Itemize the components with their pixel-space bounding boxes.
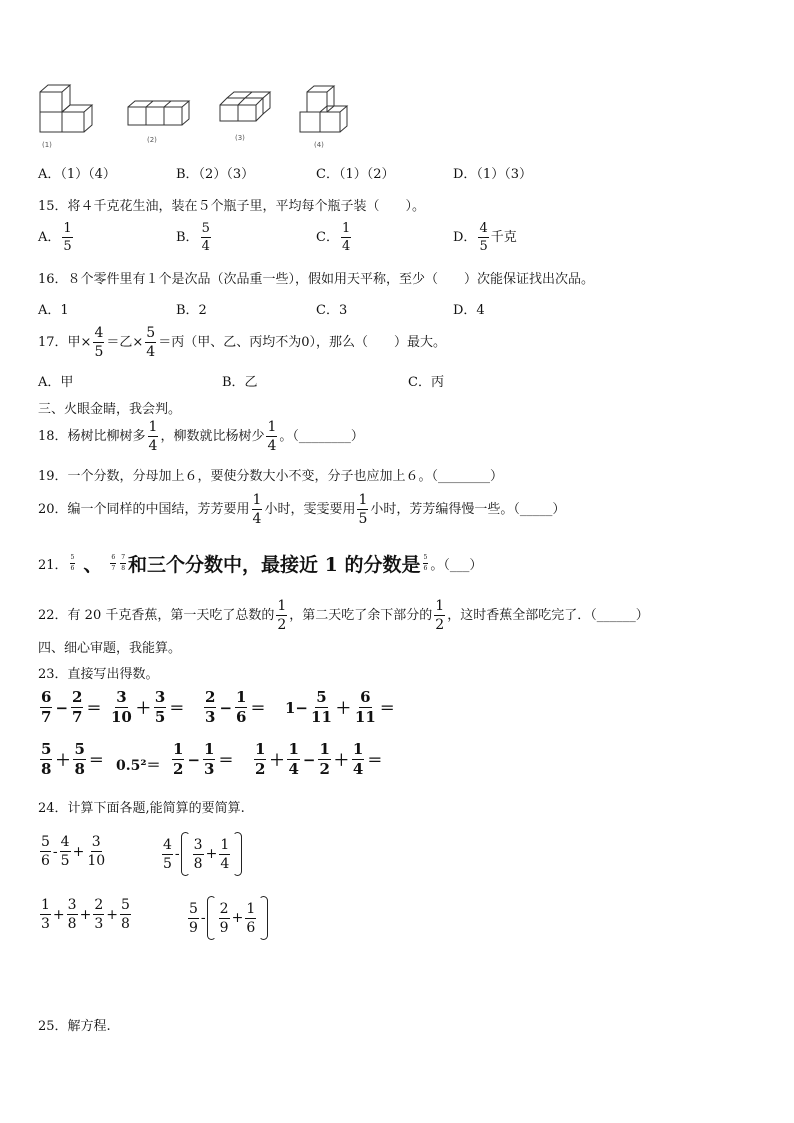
q23-expr-1: $\frac{6}{7}$ − $\frac{2}{7}$ ＝ (41, 688, 102, 726)
q21-fraction-3: $\frac{7}{8}$ (121, 554, 126, 572)
q15-b-fraction: $\frac{5}{4}$ (201, 221, 210, 254)
q16-option-d[interactable]: D．4 (453, 303, 485, 318)
q20-fraction-2: $\frac{1}{5}$ (358, 492, 368, 527)
q24-expr-4: $\frac{5}{9}$ - $\frac{2}{9}$ + $\frac{1}{6}$ (186, 896, 269, 940)
q23-expr-3: $\frac{2}{3}$ − $\frac{1}{6}$ ＝ (205, 688, 266, 726)
q14-option-b[interactable]: B．（2）（3） (176, 167, 255, 182)
q14-option-a[interactable]: A．（1）（4） (38, 167, 116, 182)
q16-text: 16．８个零件里有１个是次品（次品重一些），假如用天平称，至少（ ）次能保证找出次品。 (38, 272, 595, 287)
cube-figure-4 (300, 86, 347, 132)
cube-figures (30, 82, 360, 152)
left-paren (181, 832, 190, 876)
figure-label-4: (4) (314, 141, 324, 149)
q21-fraction-4: $\frac{5}{6}$ (423, 554, 428, 572)
q17-fraction-2: $\frac{5}{4}$ (146, 325, 156, 360)
q23-expr-5: $\frac{5}{8}$ ＋ $\frac{5}{8}$ ＝ (41, 740, 104, 778)
cube-figure-2 (128, 101, 189, 125)
q23-expr-4: 1− $\frac{5}{11}$ ＋ $\frac{6}{11}$ ＝ (285, 688, 395, 726)
q16-option-b[interactable]: B．2 (176, 303, 207, 318)
q23-title: 23．直接写出得数。 (38, 667, 159, 682)
q17-fraction-1: $\frac{4}{5}$ (94, 325, 104, 360)
q22-fraction-2: $\frac{1}{2}$ (435, 598, 445, 633)
q16-option-a[interactable]: A．1 (38, 303, 69, 318)
q15-d-fraction: $\frac{4}{5}$ (479, 221, 488, 254)
q18-fraction-2: $\frac{1}{4}$ (267, 419, 277, 454)
q17-option-b[interactable]: B．乙 (222, 375, 258, 390)
q15-option-d[interactable] (453, 222, 517, 253)
q15-text: 15．将４千克花生油，装在５个瓶子里，平均每个瓶子装（ ）。 (38, 199, 426, 214)
q24-expr-2: $\frac{4}{5}$ - $\frac{3}{8}$ + $\frac{1}{4}$ (160, 832, 243, 876)
q15-option-b[interactable] (176, 222, 213, 253)
q23-expr-8: $\frac{1}{2}$ ＋ $\frac{1}{4}$ − $\frac{1}{2}$ ＋ $\frac{1}{4}$ ＝ (255, 740, 383, 778)
q23-expr-7: $\frac{1}{2}$ − $\frac{1}{3}$ ＝ (173, 740, 234, 778)
q24-title: 24．计算下面各题,能简算的要简算. (38, 801, 245, 816)
right-paren (233, 832, 242, 876)
q17-option-a[interactable]: A．甲 (38, 375, 74, 390)
q15-c-label: C． (316, 229, 339, 245)
cube-figure-1 (40, 85, 92, 132)
q21-text: 21． $\frac{5}{6}$ 、 $\frac{6}{7}$ $\frac{7}{8}$ 和三个分数中，最接近 1 的分数是 $\frac{5}{6}$ 。（___） (38, 554, 483, 576)
q16-option-c[interactable]: C．3 (316, 303, 348, 318)
q25-title: 25．解方程. (38, 1019, 111, 1034)
q15-b-label: B． (176, 229, 199, 245)
figure-label-3: (3) (235, 134, 245, 142)
figure-label-2: (2) (147, 136, 157, 144)
q18-text: 18．杨树比柳树多 $\frac{1}{4}$ ，柳数就比杨树少 $\frac{1}{4}$ 。（________） (38, 419, 364, 454)
right-paren (259, 896, 268, 940)
q21-fraction-2: $\frac{6}{7}$ (111, 554, 116, 572)
q14-option-c[interactable]: C．（1）（2） (316, 167, 395, 182)
q15-option-c[interactable] (316, 222, 353, 253)
left-paren (207, 896, 216, 940)
q24-expr-3: $\frac{1}{3}$ + $\frac{3}{8}$ + $\frac{2}{3}$ + $\frac{5}{8}$ (41, 897, 130, 932)
q20-fraction-1: $\frac{1}{4}$ (252, 492, 262, 527)
section-3-title: 三、火眼金睛，我会判。 (38, 402, 182, 417)
q24-expr-1: $\frac{5}{6}$ - $\frac{4}{5}$ + $\frac{3}{10}$ (41, 834, 106, 869)
q19-text: 19．一个分数，分母加上６，要使分数大小不变，分子也应加上６。（________） (38, 469, 504, 484)
section-4-title: 四、细心审题，我能算。 (38, 641, 182, 656)
q17-option-c[interactable]: C．丙 (408, 375, 444, 390)
q23-expr-6: 0.5²＝ (116, 758, 161, 774)
q15-a-label: A． (38, 229, 61, 245)
q15-option-a[interactable] (38, 222, 75, 253)
q22-fraction-1: $\frac{1}{2}$ (277, 598, 287, 633)
q18-fraction-1: $\frac{1}{4}$ (148, 419, 158, 454)
q20-text: 20．编一个同样的中国结，芳芳要用 $\frac{1}{4}$ 小时，雯雯要用 $\frac{1}{5}$ 小时，芳芳编得慢一些。（_____） (38, 492, 566, 527)
q22-text: 22．有 20 千克香蕉，第一天吃了总数的 $\frac{1}{2}$ ，第二天吃了余下部分的 $\frac{1}{2}$ ，这时香蕉全部吃完了．（______） (38, 598, 649, 633)
q15-d-unit: 千克 (490, 229, 517, 245)
cube-figure-3 (220, 92, 270, 121)
q17-text: 17．甲× $\frac{4}{5}$ ＝乙× $\frac{5}{4}$ ＝丙（甲、乙、丙均不为0），那么（ ）最大。 (38, 325, 446, 360)
q21-fraction-1: $\frac{5}{6}$ (70, 554, 75, 572)
q14-option-d[interactable]: D．（1）（3） (453, 167, 532, 182)
q15-d-label: D． (453, 229, 477, 245)
figure-label-1: (1) (42, 141, 52, 149)
q15-a-fraction: $\frac{1}{5}$ (63, 221, 72, 254)
q23-expr-2: $\frac{3}{10}$ ＋ $\frac{3}{5}$ ＝ (111, 688, 185, 726)
q15-c-fraction: $\frac{1}{4}$ (341, 221, 351, 254)
